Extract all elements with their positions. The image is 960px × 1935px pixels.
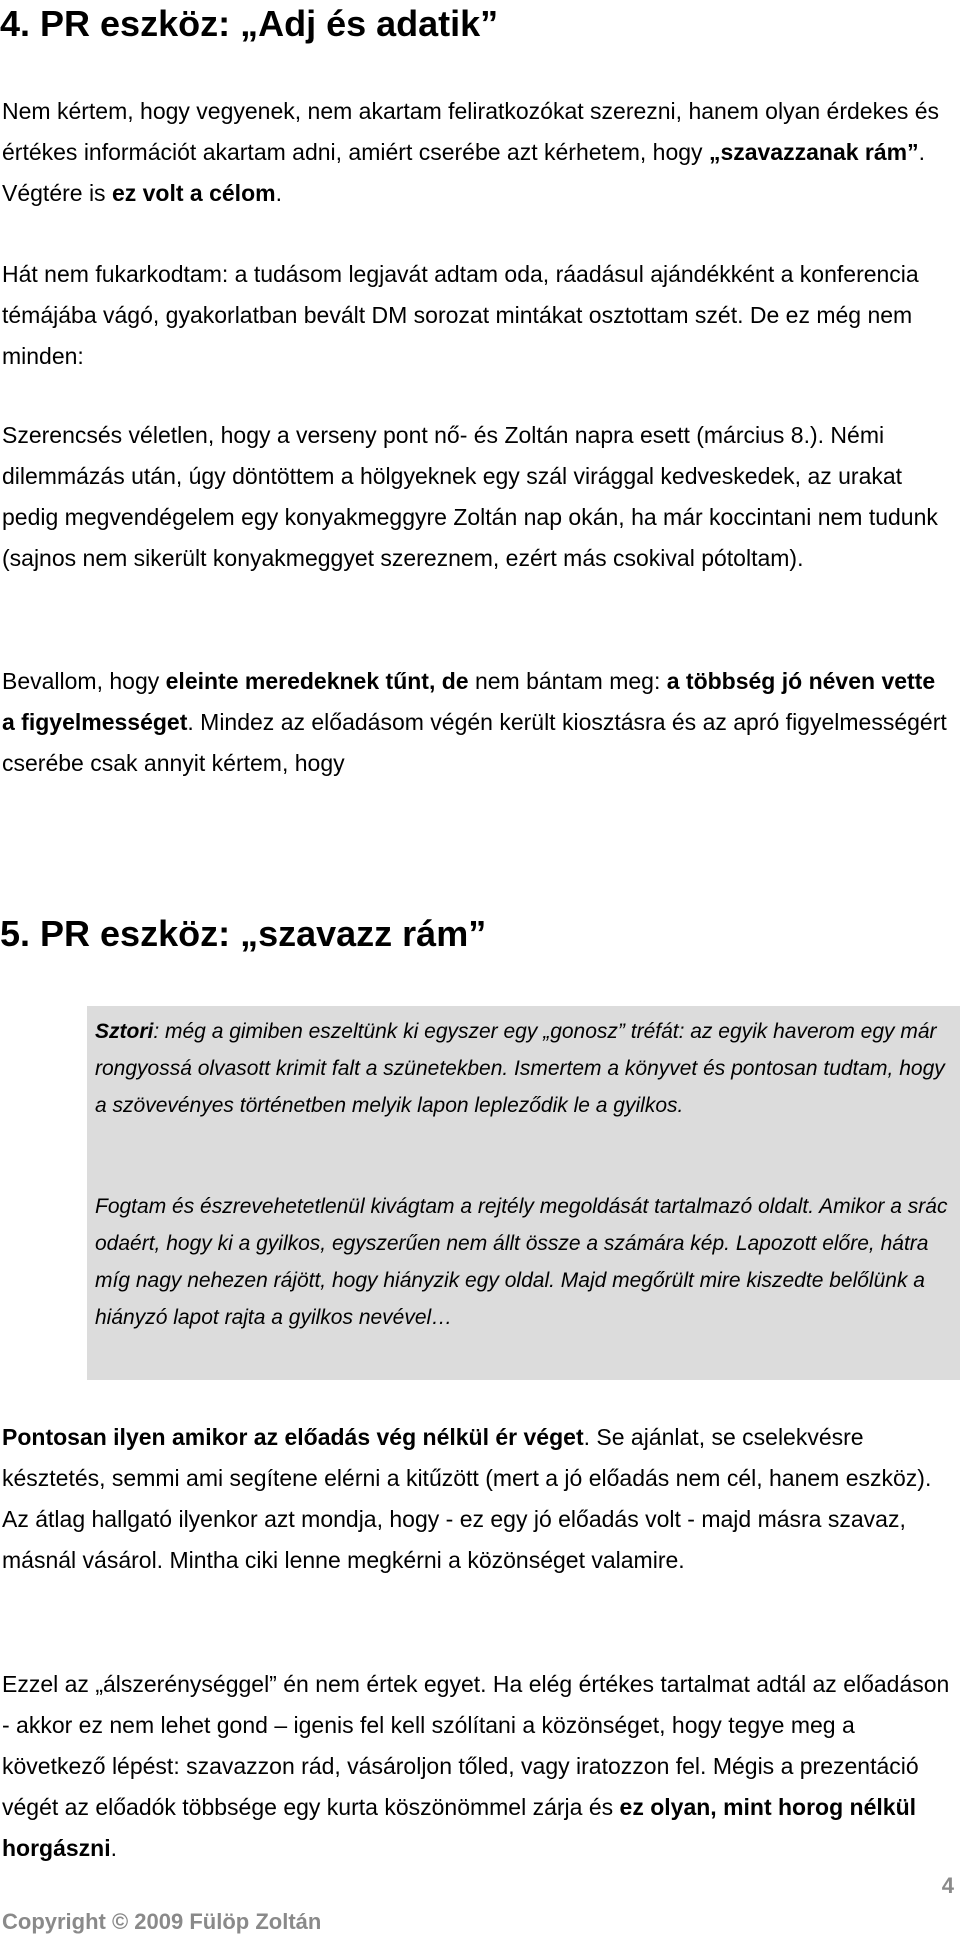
text-run: .	[275, 180, 282, 206]
text-run: . Se ajánlat, se cselekvésre késztetés, semmi ami segítene elérni a kitűzött (mert a jó előadás nem cél, hanem eszköz). Az átlag hallgató ilyenkor azt mondja, hogy - ez egy jó előadás volt - majd másra szavaz, másnál vásárol. Mintha ciki lenne megkérni a közönséget valamire.	[2, 1424, 932, 1573]
section-5-heading: 5. PR eszköz: „szavazz rám”	[0, 913, 487, 954]
section-4-paragraph-1	[2, 91, 954, 214]
story-paragraph-2: Fogtam és észrevehetetlenül kivágtam a rejtély megoldását tartalmazó oldalt. Amikor a srác odaért, hogy ki a gyilkos, egyszerűen nem állt össze a számára kép. Lapozott előre, hátra míg nagy nehezen rájött, hogy hiányzik egy oldal. Majd megőrült mire kiszedte belőlünk a hiányzó lapot rajta a gyilkos nevével…	[95, 1195, 948, 1329]
story-paragraph-1	[95, 1013, 955, 1124]
text-run: Ezzel az „álszerénységgel” én nem értek egyet. Ha elég értékes tartalmat adtál az előadáson - akkor ez nem lehet gond – igenis fel kell szólítani a közönséget, hogy tegye meg a következő lépést: szavazzon rád, vásároljon tőled, vagy iratozzon fel. Mégis a prezentáció végét az előadók többsége egy kurta köszönömmel zárja és	[2, 1671, 950, 1820]
bold-run: ez volt a célom	[111, 180, 276, 206]
bold-run: ez olyan, mint horog nélkül horgászni	[2, 1794, 917, 1861]
section-4-heading: 4. PR eszköz: „Adj és adatik”	[0, 3, 499, 44]
section-5-paragraph-1	[2, 1417, 954, 1581]
bold-run: Pontosan ilyen amikor az előadás vég nélkül ér véget	[2, 1424, 584, 1450]
text-run: Nem kértem, hogy vegyenek, nem akartam feliratkozókat szerezni, hanem olyan érdekes és értékes információt akartam adni, amiért cserébe azt kérhetem, hogy	[2, 98, 940, 165]
section-4-paragraph-4	[2, 661, 954, 784]
text-run: : még a gimiben eszeltünk ki egyszer egy „gonosz” tréfát: az egyik haverom egy már rongyossá olvasott krimit falt a szünetekben. Ismertem a könyvet és pontosan tudtam, hogy a szövevényes történetben melyik lapon lepleződik le a gyilkos.	[95, 1020, 945, 1117]
bold-run: a többség jó néven vette a figyelmességet	[2, 668, 936, 735]
section-4-paragraph-2: Hát nem fukarkodtam: a tudásom legjavát adtam oda, ráadásul ajándékként a konferencia témájába vágó, gyakorlatban bevált DM sorozat mintákat osztottam szét. De ez még nem minden:	[2, 261, 919, 369]
text-run: . Mindez az előadásom végén került kiosztásra és az apró figyelmességért cserébe csak annyit kértem, hogy	[2, 709, 947, 776]
text-run: .	[110, 1835, 118, 1861]
story-box	[87, 1006, 960, 1380]
text-run: nem bántam meg:	[468, 668, 667, 694]
section-5-paragraph-2	[2, 1664, 954, 1869]
text-run: . Végtére is	[2, 139, 926, 206]
section-4-paragraph-3: Szerencsés véletlen, hogy a verseny pont nő- és Zoltán napra esett (március 8.). Némi dilemmázás után, úgy döntöttem a hölgyeknek egy szál virággal kedveskedek, az urakat pedig megvendégelem egy konyakmeggyre Zoltán nap okán, ha már koccintani nem tudunk (sajnos nem sikerült konyakmeggyet szereznem, ezért más csokival pótoltam).	[2, 422, 938, 571]
bold-run: „szavazzanak rám”	[708, 139, 919, 165]
text-run: Bevallom, hogy	[2, 668, 166, 694]
bold-run: eleinte meredeknek tűnt, de	[165, 668, 469, 694]
copyright-footer: Copyright © 2009 Fülöp Zoltán	[2, 1909, 322, 1934]
story-label: Sztori	[95, 1020, 154, 1043]
page-number: 4	[941, 1873, 954, 1898]
